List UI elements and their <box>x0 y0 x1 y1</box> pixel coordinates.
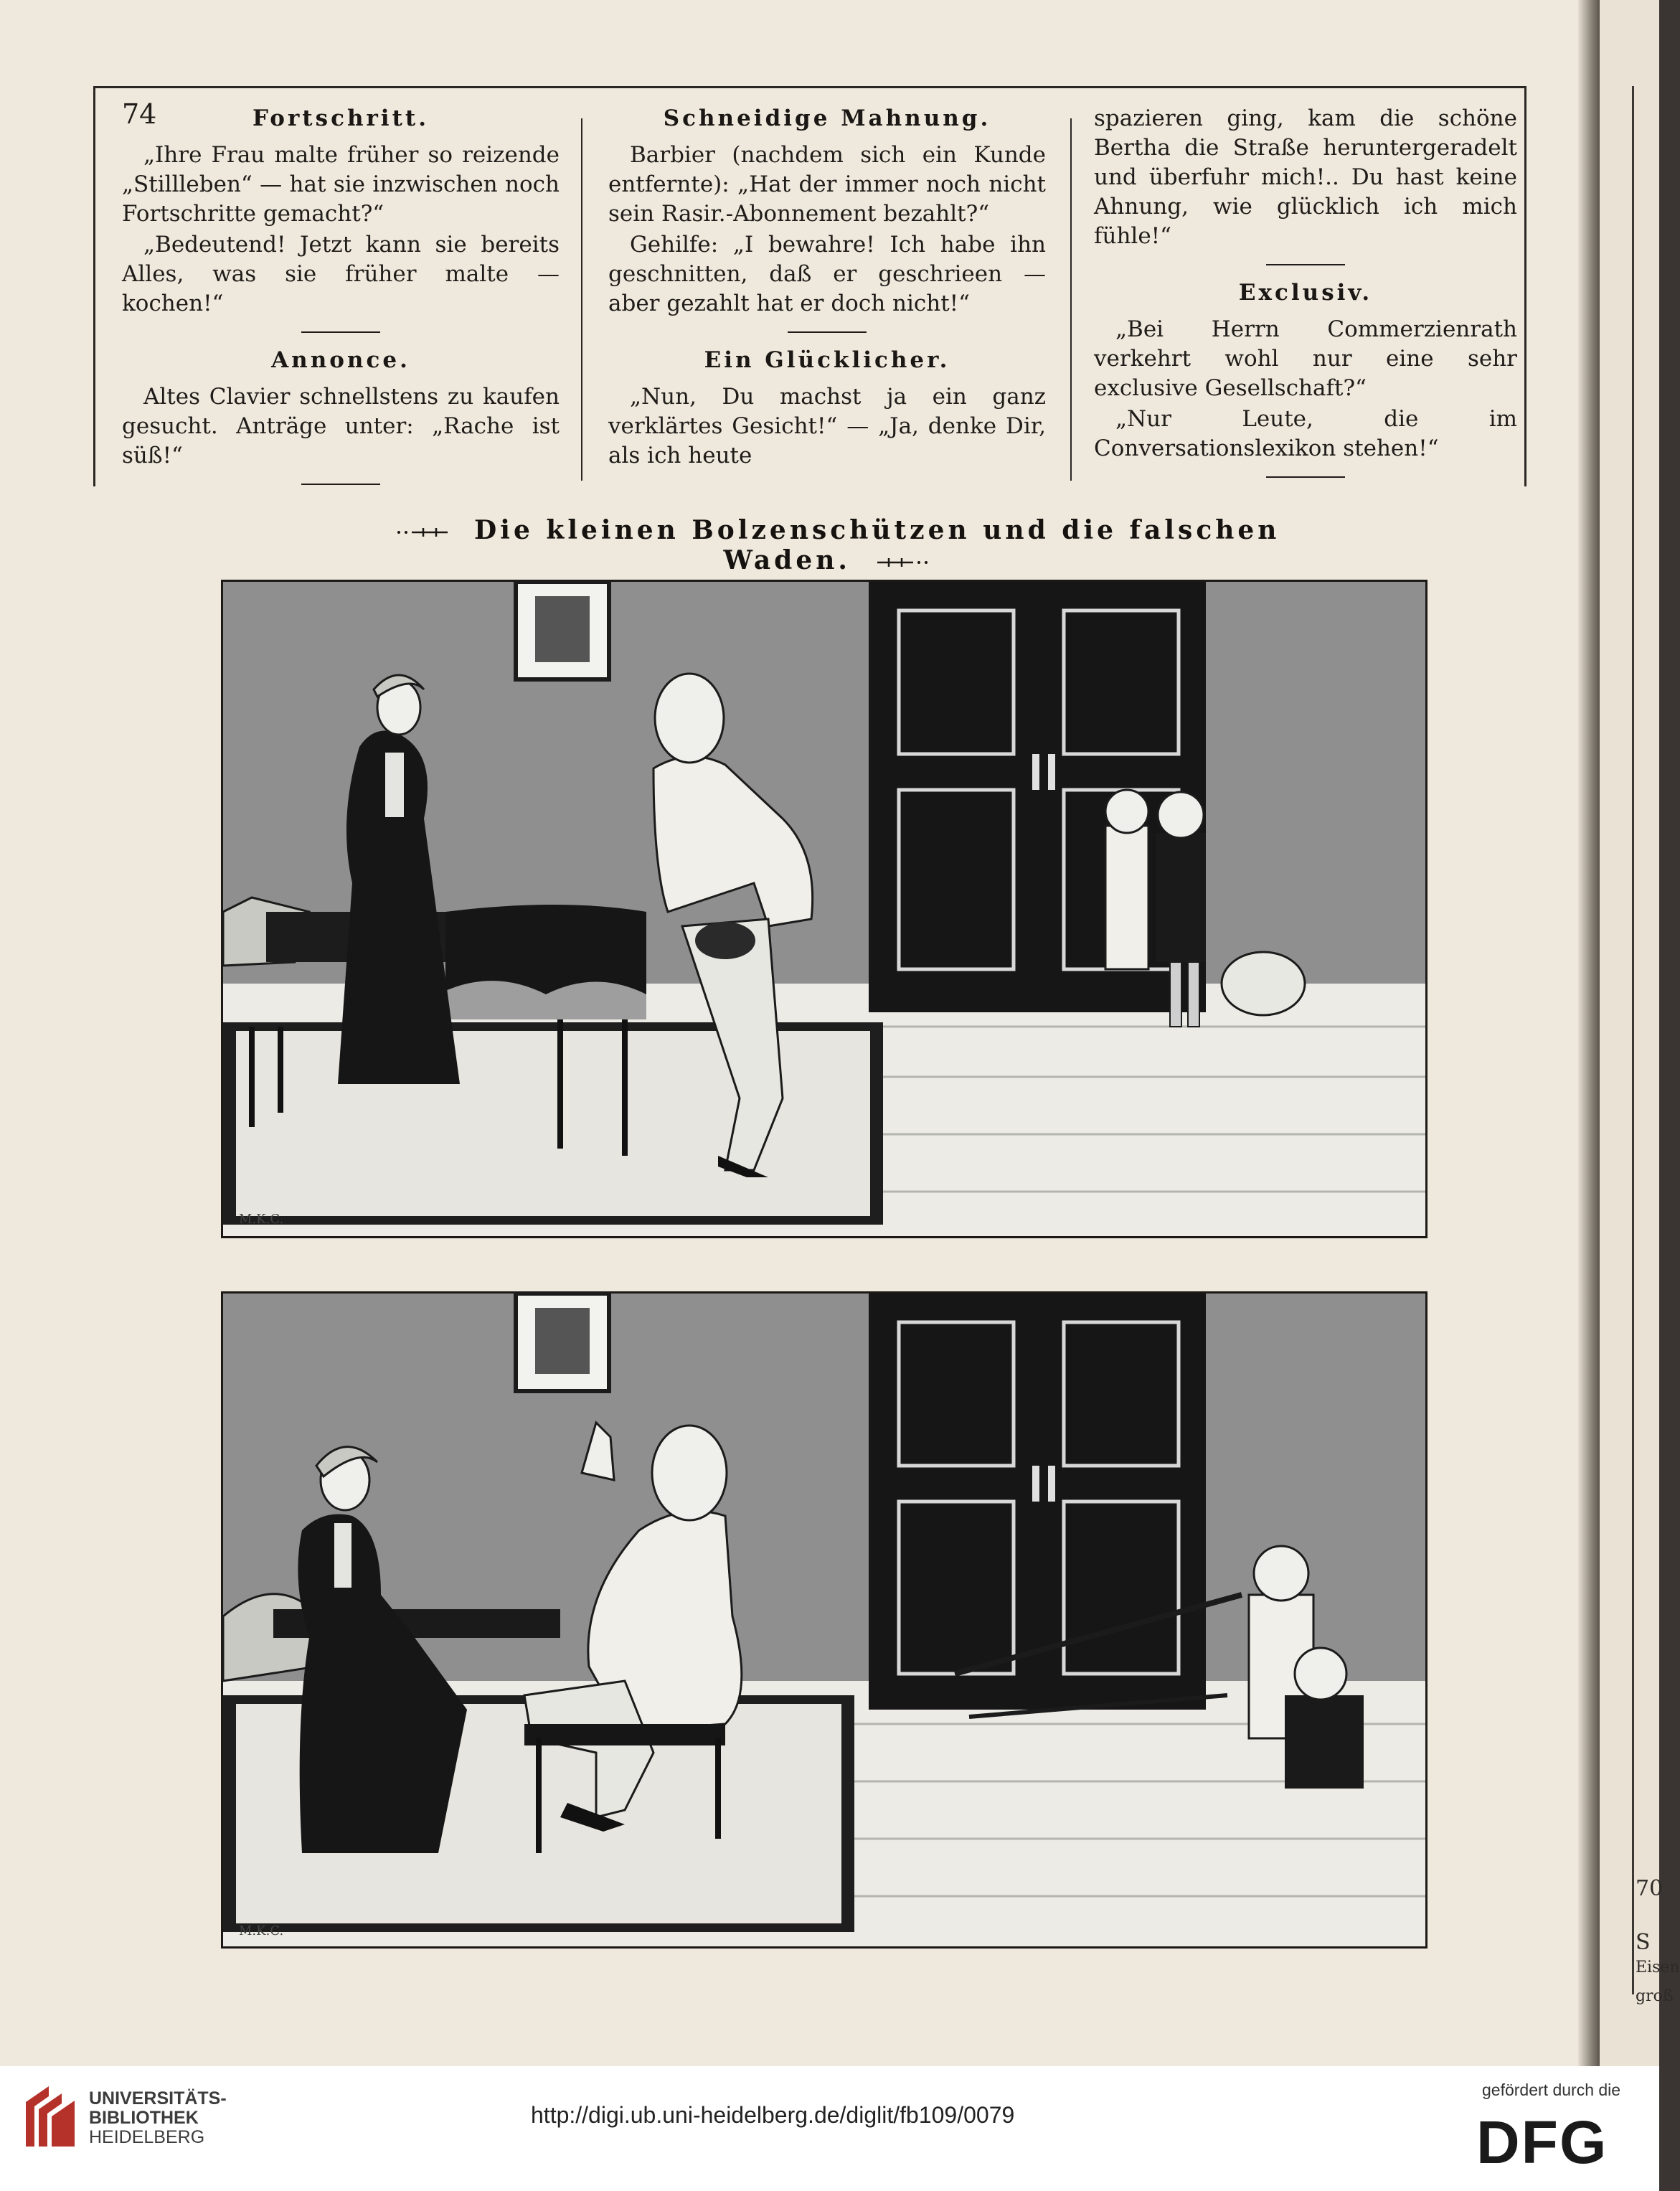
article-paragraph: Barbier (nachdem sich ein Kunde entfernte): „Hat der immer noch nicht sein Rasir.-Abonnement bezahlt?“ <box>608 142 1046 227</box>
page-number: 74 <box>122 98 157 130</box>
column-divider <box>1070 118 1072 481</box>
facing-page-fragment: 70 <box>1636 1876 1664 1901</box>
facing-page-frame <box>1632 86 1664 1994</box>
facing-page-fragment: Eisen <box>1636 1959 1680 1976</box>
separator-rule <box>1266 476 1345 478</box>
article-paragraph: „Nur Leute, die im Conversationslexikon stehen!“ <box>1094 406 1517 461</box>
library-name-line: UNIVERSITÄTS- <box>89 2088 227 2108</box>
article-paragraph: „Ihre Frau malte früher so reizende „Stillleben“ — hat sie inzwischen noch Fortschritte gemacht?“ <box>122 142 560 227</box>
article-paragraph: Altes Clavier schnellstens zu kaufen gesucht. Anträge unter: „Rache ist süß!“ <box>122 384 560 468</box>
university-library-logo-icon <box>20 2081 79 2152</box>
column-divider <box>581 118 582 481</box>
separator-rule <box>1266 264 1345 265</box>
dfg-logo: DFG <box>1476 2108 1608 2176</box>
viewer-footer <box>0 2066 1659 2191</box>
cartoon-title <box>337 515 1327 575</box>
text-column-1 <box>122 98 560 498</box>
funding-label: gefördert durch die <box>1482 2081 1621 2099</box>
article-heading: Schneidige Mahnung. <box>663 105 991 131</box>
text-column-3 <box>1094 104 1517 491</box>
cartoon-illustration-1 <box>223 582 1425 1236</box>
cartoon-title-text: Die kleinen Bolzenschützen und die falschen Waden. <box>474 515 1280 575</box>
separator-rule <box>301 331 380 333</box>
library-name-line: BIBLIOTHEK <box>89 2108 199 2128</box>
article-heading: Ein Glücklicher. <box>704 347 950 373</box>
artist-signature: M.K.C. <box>239 1923 284 1938</box>
article-paragraph: „Nun, Du machst ja ein ganz verklärtes Gesicht!“ — „Ja, denke Dir, als ich heute <box>608 384 1046 468</box>
article-heading: Annonce. <box>271 347 410 373</box>
cartoon-panel-2 <box>221 1291 1427 1949</box>
separator-rule <box>788 331 867 333</box>
library-name-line: HEIDELBERG <box>89 2127 205 2147</box>
facing-page-fragment: groß <box>1636 1987 1674 2005</box>
article-paragraph: Gehilfe: „I bewahre! Ich habe ihn geschnitten, daß er geschrieen — aber gezahlt hat er doch nicht!“ <box>608 232 1046 316</box>
article-paragraph: „Bedeutend! Jetzt kann sie bereits Alles, was sie früher malte — kochen!“ <box>122 232 560 316</box>
cartoon-illustration-2 <box>223 1294 1425 1946</box>
ornament-icon <box>395 527 452 538</box>
permalink-url[interactable]: http://digi.ub.uni-heidelberg.de/diglit/fb109/0079 <box>531 2102 1015 2128</box>
boy-figure <box>1156 833 1206 962</box>
boy-figure <box>1105 826 1148 969</box>
article-paragraph: „Bei Herrn Commerzienrath verkehrt wohl nur eine sehr exclusive Gesellschaft?“ <box>1094 316 1517 401</box>
cartoon-panel-1 <box>221 580 1427 1238</box>
separator-rule <box>301 484 380 485</box>
boy-figure <box>1285 1695 1364 1789</box>
article-heading: Exclusiv. <box>1238 280 1373 306</box>
double-door <box>869 582 1206 1012</box>
pug-dog <box>1222 952 1305 1015</box>
ornament-icon <box>873 557 930 568</box>
facing-page-fragment: S <box>1636 1930 1651 1955</box>
article-heading: Fortschritt. <box>252 105 430 131</box>
text-column-2 <box>608 104 1046 472</box>
book-gutter <box>1578 0 1600 2066</box>
article-paragraph: spazieren ging, kam die schöne Bertha die Straße heruntergeradelt und überfuhr mich!.. Du hast keine Ahnung, wie glücklich ich mich fühle!“ <box>1094 105 1517 249</box>
artist-signature: M.K.C. <box>239 1212 284 1227</box>
